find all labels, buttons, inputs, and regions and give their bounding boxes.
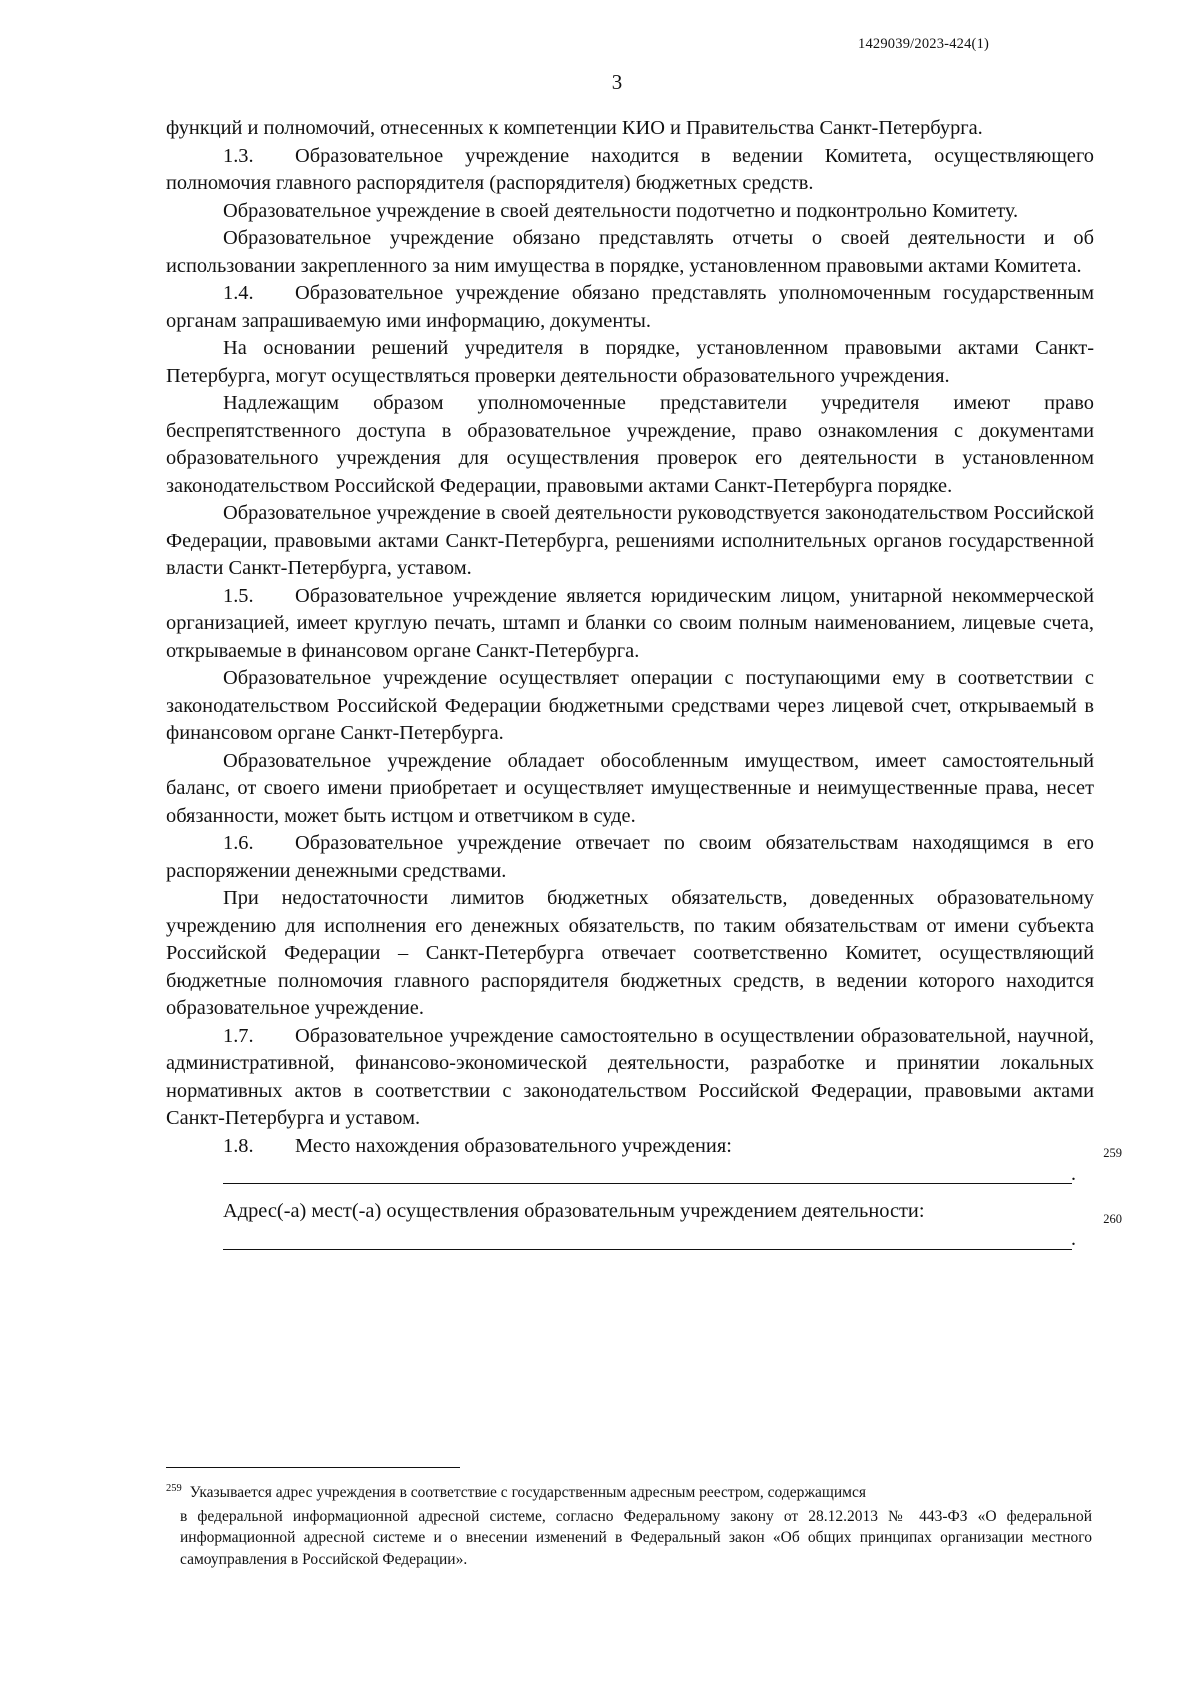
fill-in-line	[223, 1183, 1072, 1184]
footnote-259	[166, 1482, 1092, 1570]
fill-in-line	[223, 1249, 1072, 1250]
paragraph: При недостаточности лимитов бюджетных обязательств, доведенных образовательному учреждению для исполнения его денежных обязательств, по таким обязательствам от имени субъекта Российской Федерации – Санкт-Петербурга отвечает соответственно Комитет, осуществляющий бюджетные полномочия главного распорядителя бюджетных средств, в ведении которого находится образовательное учреждение.	[166, 887, 1094, 1019]
clause-number: 1.8.	[223, 1134, 254, 1157]
clause-1-3: 1.3. Образовательное учреждение находится в ведении Комитета, осуществляющего полномочия главного распорядителя (распорядителя) бюджетных средств.	[166, 144, 1094, 194]
paragraph: Образовательное учреждение в своей деятельности руководствуется законодательством Российской Федерации, правовыми актами Санкт-Петербурга, решениями исполнительных органов государственной власти Санкт-Петербурга, уставом.	[166, 502, 1094, 579]
paragraph-continuation: функций и полномочий, отнесенных к компетенции КИО и Правительства Санкт-Петербурга.	[166, 117, 983, 139]
footnote-ref-260: 260	[1103, 1211, 1122, 1226]
paragraph: Образовательное учреждение осуществляет операции с поступающими ему в соответствии с законодательством Российской Федерации бюджетными средствами через лицевой счет, открываемый в финансовом органе Санкт-Петербурга.	[166, 667, 1094, 744]
period: .	[1071, 1228, 1076, 1250]
footnote-text-first: Указывается адрес учреждения в соответствие с государственным адресным реестром, содержащимся	[189, 1484, 866, 1501]
clause-1-8: 1.8. Место нахождения образовательного учреждения:	[166, 1133, 1094, 1161]
paragraph: Образовательное учреждение обязано представлять отчеты о своей деятельности и об использовании закрепленного за ним имущества в порядке, установленном правовыми актами Комитета.	[166, 227, 1094, 277]
clause-1-7: 1.7. Образовательное учреждение самостоятельно в осуществлении образовательной, научной, административной, финансово-экономической деятельности, разработке и принятии локальных нормативных актов в соответствии с законодательством Российской Федерации, правовыми актами Санкт-Петербурга и уставом.	[166, 1024, 1094, 1129]
clause-1-5: 1.5. Образовательное учреждение является юридическим лицом, унитарной некоммерческой организацией, имеет круглую печать, штамп и бланки со своим полным наименованием, лицевые счета, открываемые в финансовом органе Санкт-Петербурга.	[166, 584, 1094, 662]
paragraph: Образовательное учреждение в своей деятельности подотчетно и подконтрольно Комитету.	[223, 199, 1019, 222]
page-number: 3	[611, 70, 623, 94]
paragraph: Образовательное учреждение обладает обособленным имуществом, имеет самостоятельный баланс, от своего имени приобретает и осуществляет имущественные и неимущественные права, несет обязанности, может быть истцом и ответчиком в суде.	[166, 749, 1094, 827]
document-id: 1429039/2023-424(1)	[858, 36, 990, 52]
footnote-separator	[166, 1467, 460, 1468]
clause-number: 1.7.	[223, 1024, 254, 1047]
clause-1-6: 1.6. Образовательное учреждение отвечает по своим обязательствам находящимся в его распоряжении денежными средствами.	[166, 832, 1094, 882]
paragraph: На основании решений учредителя в порядке, установленном правовыми актами Санкт-Петербурга, могут осуществляться проверки деятельности образовательного учреждения.	[166, 337, 1094, 387]
clause-1-4: 1.4. Образовательное учреждение обязано представлять уполномоченным государственным органам запрашиваемую ими информацию, документы.	[166, 282, 1094, 332]
document-body	[166, 115, 1122, 1256]
clause-number: 1.4.	[223, 282, 254, 304]
period: .	[1071, 1162, 1076, 1185]
footnote-ref-259: 259	[1103, 1146, 1122, 1160]
clause-number: 1.3.	[223, 144, 254, 167]
footnote-mark: 259	[166, 1483, 182, 1494]
footnote-text-rest: в федеральной информационной адресной системе, согласно Федеральному закону от 28.12.2013 № 443-ФЗ «О федеральной информационной адресной системе и о внесении изменений в Федеральный закон «Об общих принципах организации местного самоуправления в Российской Федерации».	[180, 1507, 1092, 1568]
address-label: Адрес(-а) мест(-а) осуществления образовательным учреждением деятельности:	[223, 1200, 925, 1222]
paragraph: Надлежащим образом уполномоченные представители учредителя имеют право беспрепятственного доступа в образовательное учреждение, право ознакомления с документами образовательного учреждения для осуществления проверок его деятельности в установленном законодательством Российской Федерации, правовыми актами Санкт-Петербурга порядке.	[166, 392, 1094, 497]
clause-number: 1.5.	[223, 584, 254, 607]
location-blank-field	[166, 1146, 1122, 1190]
clause-number: 1.6.	[223, 832, 254, 854]
